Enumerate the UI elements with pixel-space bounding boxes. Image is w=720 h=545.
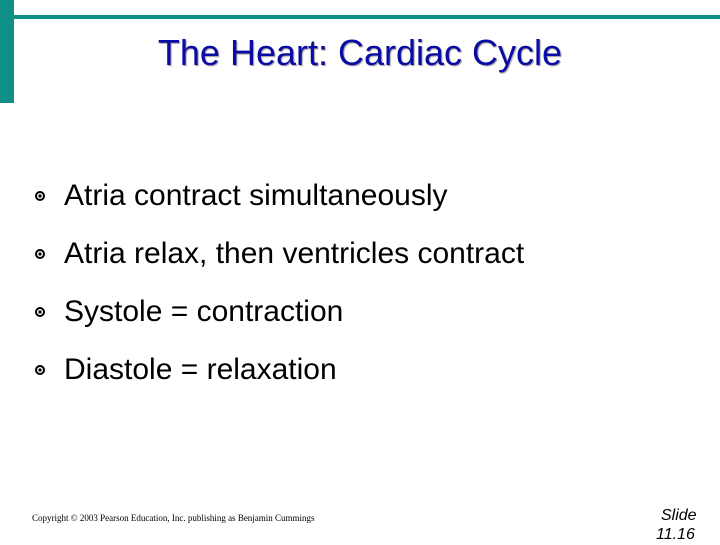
bullet-text: Diastole = relaxation xyxy=(64,353,337,386)
bullet-item xyxy=(34,174,694,232)
slide-number: 11.16 xyxy=(656,526,695,543)
bullet-icon xyxy=(34,232,64,276)
slide-title: The Heart: Cardiac Cycle xyxy=(157,32,563,73)
bullet-text: Systole = contraction xyxy=(64,295,344,328)
slide-label: Slide xyxy=(661,507,697,524)
bullet-item xyxy=(34,348,694,406)
bullet-icon xyxy=(34,348,64,392)
bullet-icon xyxy=(34,290,64,334)
copyright-notice: Copyright © 2003 Pearson Education, Inc. publishing as Benjamin Cummings xyxy=(32,513,315,523)
bullet-item xyxy=(34,290,694,348)
bullet-icon xyxy=(34,174,64,218)
accent-horizontal-bar xyxy=(14,15,720,19)
bullet-list xyxy=(34,174,694,406)
bullet-text: Atria contract simultaneously xyxy=(64,179,448,212)
bullet-item xyxy=(34,232,694,290)
bullet-text: Atria relax, then ventricles contract xyxy=(64,237,525,270)
